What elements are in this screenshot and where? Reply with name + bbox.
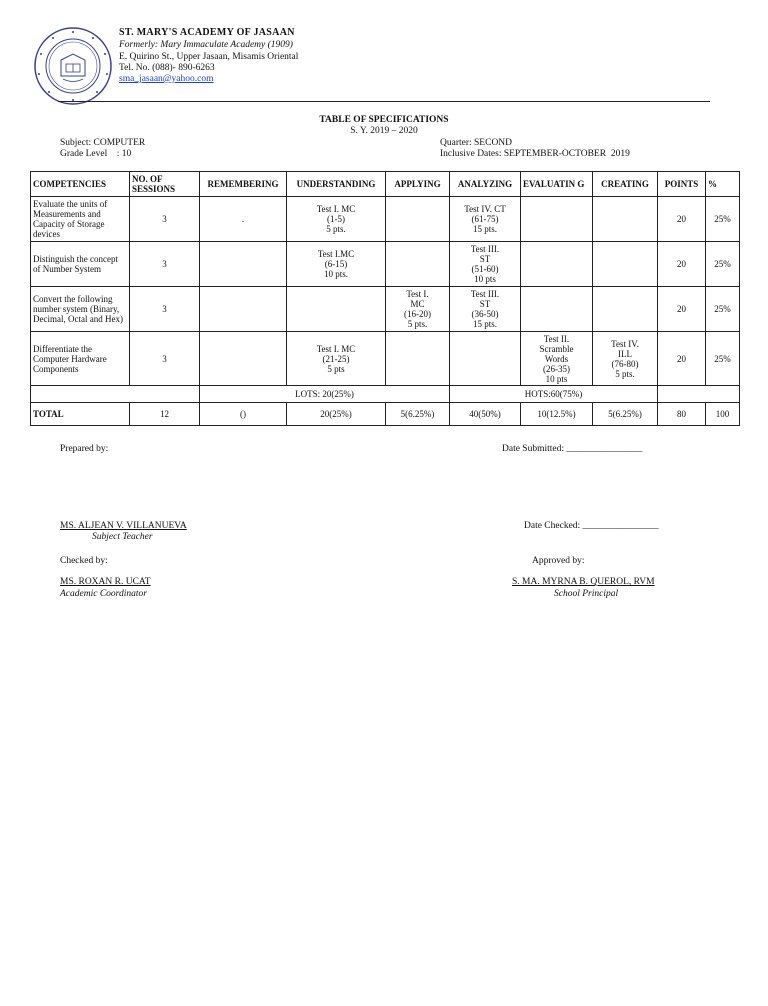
coordinator-role: Academic Coordinator [60,589,147,599]
teacher-name: MS. ALJEAN V. VILLANUEVA [60,521,187,531]
total-points-cell: 80 [658,403,706,426]
understanding-cell [287,287,386,332]
total-remembering-cell: () [200,403,287,426]
points-cell: 20 [658,332,706,386]
sessions-cell: 3 [130,332,200,386]
teacher-role: Subject Teacher [92,532,153,542]
column-header: APPLYING [386,172,450,197]
date-checked-field: Date Checked: ________________ [524,521,659,531]
percent-cell: 25% [706,287,740,332]
creating-cell [593,287,658,332]
points-cell: 20 [658,242,706,287]
column-header: EVALUATIN G [521,172,593,197]
column-header: ANALYZING [450,172,521,197]
total-sessions-cell: 12 [130,403,200,426]
school-name: ST. MARY'S ACADEMY OF JASAAN [119,27,295,38]
applying-cell: Test I. MC (16-20) 5 pts. [386,287,450,332]
column-header: CREATING [593,172,658,197]
table-row [31,332,740,386]
creating-cell [593,242,658,287]
creating-cell: Test IV. ILL (76-80) 5 pts. [593,332,658,386]
total-applying-cell: 5(6.25%) [386,403,450,426]
school-formerly: Formerly: Mary Immaculate Academy (1909) [119,40,293,50]
approved-by-label: Approved by: [532,556,585,566]
hots-cell: HOTS:60(75%) [450,386,658,403]
sessions-cell: 3 [130,287,200,332]
understanding-cell: Test I. MC (21-25) 5 pts [287,332,386,386]
table-row [31,287,740,332]
analyzing-cell: Test III. ST (51-60) 10 pts [450,242,521,287]
understanding-cell: Test I.MC (6-15) 10 pts. [287,242,386,287]
applying-cell [386,197,450,242]
remembering-cell [200,287,287,332]
applying-cell [386,332,450,386]
school-telephone: Tel. No. (088)- 890-6263 [119,63,215,73]
total-analyzing-cell: 40(50%) [450,403,521,426]
school-year: S. Y. 2019 – 2020 [350,126,418,136]
understanding-cell: Test I. MC (1-5) 5 pts. [287,197,386,242]
evaluating-cell [521,287,593,332]
total-understanding-cell: 20(25%) [287,403,386,426]
lots-cell: LOTS: 20(25%) [200,386,450,403]
prepared-by-label: Prepared by: [60,444,109,454]
inclusive-dates-label: Inclusive Dates: SEPTEMBER-OCTOBER 2019 [440,149,630,159]
subject-label: Subject: COMPUTER [60,138,146,148]
principal-role: School Principal [554,589,619,599]
column-header: COMPETENCIES [31,172,130,197]
school-address: E. Quirino St., Upper Jasaan, Misamis Oriental [119,52,299,62]
points-cell: 20 [658,197,706,242]
coordinator-name: MS. ROXAN R. UCAT [60,577,151,587]
header-divider [58,101,710,102]
sessions-cell: 3 [130,197,200,242]
remembering-cell: . [200,197,287,242]
evaluating-cell [521,242,593,287]
points-cell: 20 [658,287,706,332]
sessions-cell: 3 [130,242,200,287]
table-row [31,242,740,287]
principal-name: S. MA. MYRNA B. QUEROL, RVM [512,577,655,587]
percent-cell: 25% [706,332,740,386]
total-label: TOTAL [31,403,130,426]
remembering-cell [200,242,287,287]
applying-cell [386,242,450,287]
specifications-table [30,171,740,426]
lots-hots-row [31,386,740,403]
evaluating-cell: Test II. Scramble Words (26-35) 10 pts [521,332,593,386]
date-submitted-field: Date Submitted: ________________ [502,444,643,454]
competency-cell: Evaluate the units of Measurements and Capacity of Storage devices [31,197,130,242]
competency-cell: Differentiate the Computer Hardware Components [31,332,130,386]
analyzing-cell: Test IV. CT (61-75) 15 pts. [450,197,521,242]
creating-cell [593,197,658,242]
column-header: NO. OF SESSIONS [130,172,200,197]
grade-level-label: Grade Level : 10 [60,149,132,159]
total-evaluating-cell: 10(12.5%) [521,403,593,426]
percent-cell: 25% [706,197,740,242]
column-header: UNDERSTANDING [287,172,386,197]
table-row [31,197,740,242]
quarter-label: Quarter: SECOND [440,138,513,148]
remembering-cell [200,332,287,386]
column-header: % [706,172,740,197]
competency-cell: Convert the following number system (Binary, Decimal, Octal and Hex) [31,287,130,332]
analyzing-cell [450,332,521,386]
blank-cell [658,386,740,403]
school-seal-logo [33,26,113,106]
document-title: TABLE OF SPECIFICATIONS [319,115,449,125]
evaluating-cell [521,197,593,242]
column-header: POINTS [658,172,706,197]
column-header: REMEMBERING [200,172,287,197]
percent-cell: 25% [706,242,740,287]
blank-cell [31,386,200,403]
school-email-link[interactable]: sma_jasaan@yahoo.com [119,74,214,84]
competency-cell: Distinguish the concept of Number System [31,242,130,287]
total-creating-cell: 5(6.25%) [593,403,658,426]
total-row [31,403,740,426]
table-header-row [31,172,740,197]
checked-by-label: Checked by: [60,556,108,566]
analyzing-cell: Test III. ST (36-50) 15 pts. [450,287,521,332]
total-percent-cell: 100 [706,403,740,426]
